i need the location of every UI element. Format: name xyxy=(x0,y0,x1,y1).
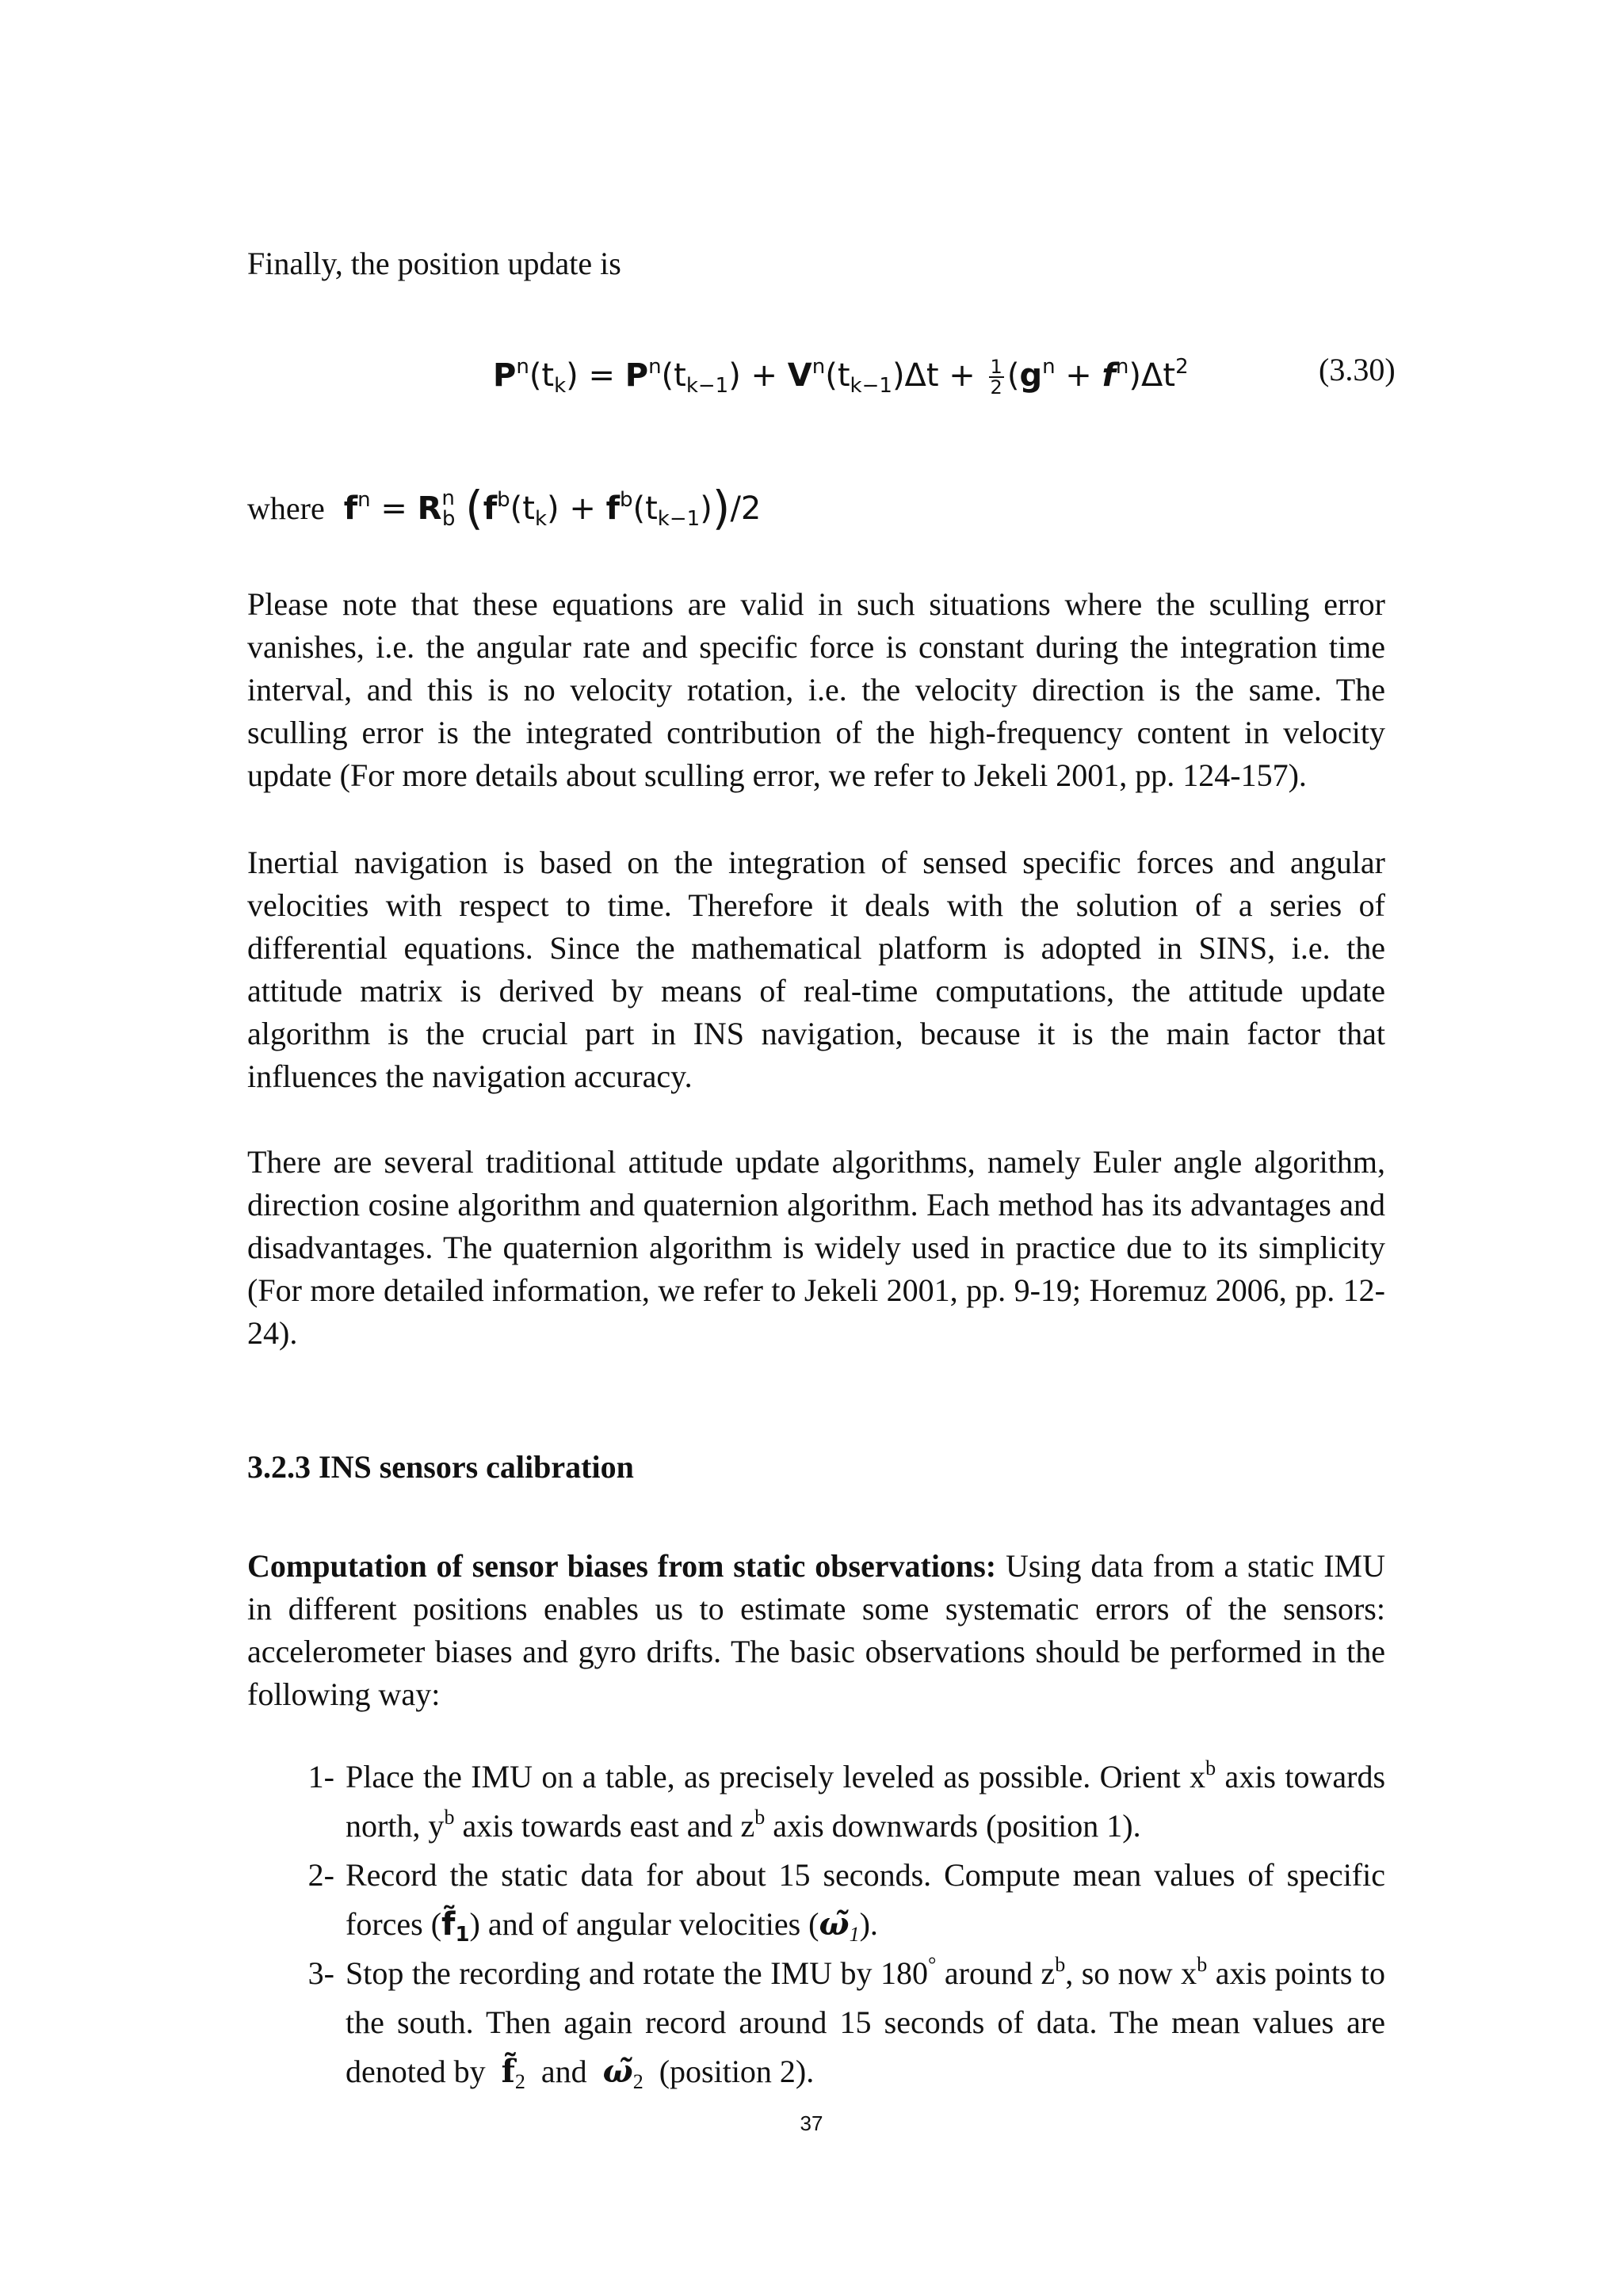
equation-position-update: $P^n(t_k) = P^n(t_{k-1}) + V^n(t_{k-1})\Delta t$ + $\frac{1}{2}$ $(g^n + f^n)\Delta t^2$ xyxy=(493,355,1189,399)
list-item xyxy=(247,1851,1385,1949)
calibration-steps-list xyxy=(247,1753,1385,2096)
paragraph-inertial-navigation: Inertial navigation is based on the integration of sensed specific forces and angular velocities with respect to time. Therefore it deals with the solution of a series of differential equations. Since the mathematical platform is adopted in SINS, i.e. the attitude matrix is derived by means of real-time computations, the attitude update algorithm is the crucial part in INS navigation, because it is the main factor that influences the navigation accuracy. xyxy=(247,845,1385,1094)
list-marker: 1- xyxy=(307,1759,334,1794)
list-marker: 3- xyxy=(307,1955,334,1991)
where-label: where xyxy=(247,490,325,526)
list-item xyxy=(247,1753,1385,1851)
step-3-text: Stop the recording and rotate the IMU by 180° around $z^b$, so now $x^b$ axis points to the south. Then again record around 15 seconds of data. The mean values are denoted by $f̃_2$ and $\omegã_2$ (position 2). xyxy=(346,1953,1386,2093)
equation-number: (3.30) xyxy=(1319,352,1396,387)
step-2-text: Record the static data for about 15 seconds. Compute mean values of specific forces $(f̃_1)$ and of angular velocities $(\omegã_1)$. xyxy=(346,1857,1385,1947)
calibration-bold-lead: Computation of sensor biases from static observations: xyxy=(247,1548,997,1584)
intro-text: Finally, the position update is xyxy=(247,246,621,281)
paragraph-calibration xyxy=(247,1545,1385,1716)
page-number: 37 xyxy=(800,2111,823,2135)
equation-specific-force-mean: $f^n = R^n_b$ $(f^b(t_k) + f^b(t_{k-1}))/2$ xyxy=(343,481,762,535)
list-marker: 2- xyxy=(307,1857,334,1893)
section-heading: 3.2.3 INS sensors calibration xyxy=(247,1449,634,1485)
calibration-text: Using data from a static IMU in different positions enables us to estimate some systematic errors of the sensors: accelerometer biases and gyro drifts. The basic observations should be performed in the following way: xyxy=(247,1548,1386,1712)
step-1-text: Place the IMU on a table, as precisely leveled as possible. Orient $x^b$ axis towards north, $y^b$ axis towards east and $z^b$ axis downwards (position 1). xyxy=(346,1756,1386,1844)
paragraph-attitude-algorithms: There are several traditional attitude update algorithms, namely Euler angle algorithm, direction cosine algorithm and quaternion algorithm. Each method has its advantages and disadvantages. The quaternion algorithm is widely used in practice due to its simplicity (For more detailed information, we refer to Jekeli 2001, pp. 9-19; Horemuz 2006, pp. 12-24). xyxy=(247,1144,1385,1351)
equation-where-line xyxy=(247,477,761,540)
list-item xyxy=(247,1949,1385,2096)
paragraph-sculling-error: Please note that these equations are valid in such situations where the sculling error vanishes, i.e. the angular rate and specific force is constant during the integration time interval, and this is no velocity rotation, i.e. the velocity direction is the same. The sculling error is the integrated contribution of the high-frequency content in velocity update (For more details about sculling error, we refer to Jekeli 2001, pp. 124-157). xyxy=(247,586,1385,793)
